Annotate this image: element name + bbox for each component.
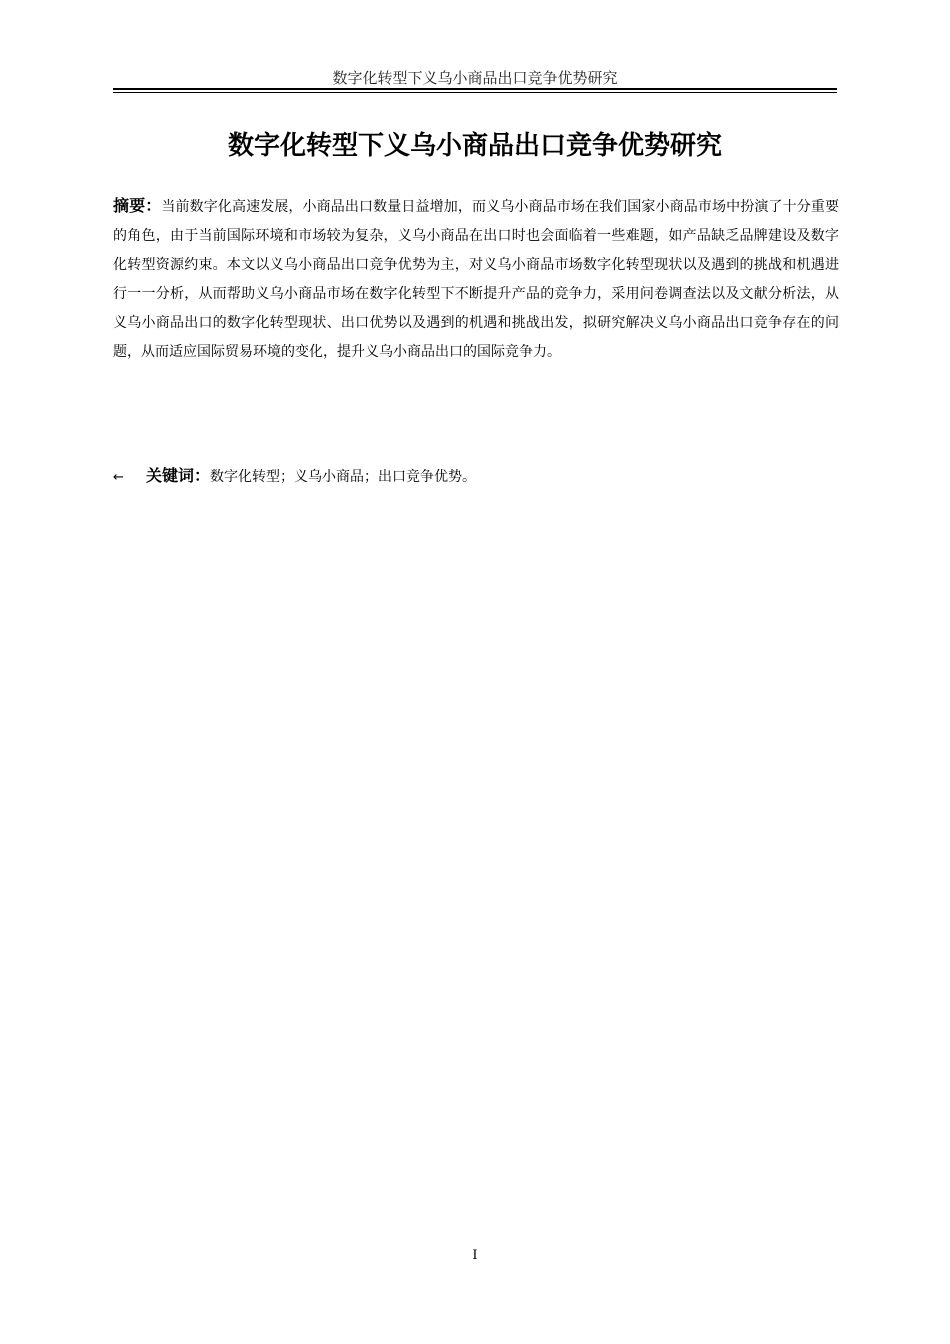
keywords-text: 数字化转型；义乌小商品；出口竞争优势。 [210,469,477,485]
page-number: I [472,1248,478,1263]
abstract-text: 当前数字化高速发展，小商品出口数量日益增加，而义乌小商品市场在我们国家小商品市场中扮演了十分重要的角色，由于当前国际环境和市场较为复杂，义乌小商品在出口时也会面临着一些难题，如产品缺乏品牌建设及数字化转型资源约束。本文以义乌小商品出口竞争优势为主，对义乌小商品市场数字化转型现状以及遇到的挑战和机遇进行一一分析，从而帮助义乌小商品市场在数字化转型下不断提升产品的竞争力，采用问卷调查法以及文献分析法，从义乌小商品出口的数字化转型现状、出口优势以及遇到的机遇和挑战出发，拟研究解决义乌小商品出口竞争存在的问题，从而适应国际贸易环境的变化，提升义乌小商品出口的国际竞争力。 [113,199,839,360]
document-title: 数字化转型下义乌小商品出口竞争优势研究 [227,131,722,161]
keywords-label: 关键词： [146,466,211,485]
header-rule-thick [113,88,837,90]
running-header: 数字化转型下义乌小商品出口竞争优势研究 [332,69,618,87]
abstract-paragraph [113,191,839,367]
header-rule-thin [113,92,837,93]
paragraph-return-icon: ← [113,470,124,485]
keywords-paragraph [113,461,839,492]
abstract-label: 摘要： [113,196,162,215]
